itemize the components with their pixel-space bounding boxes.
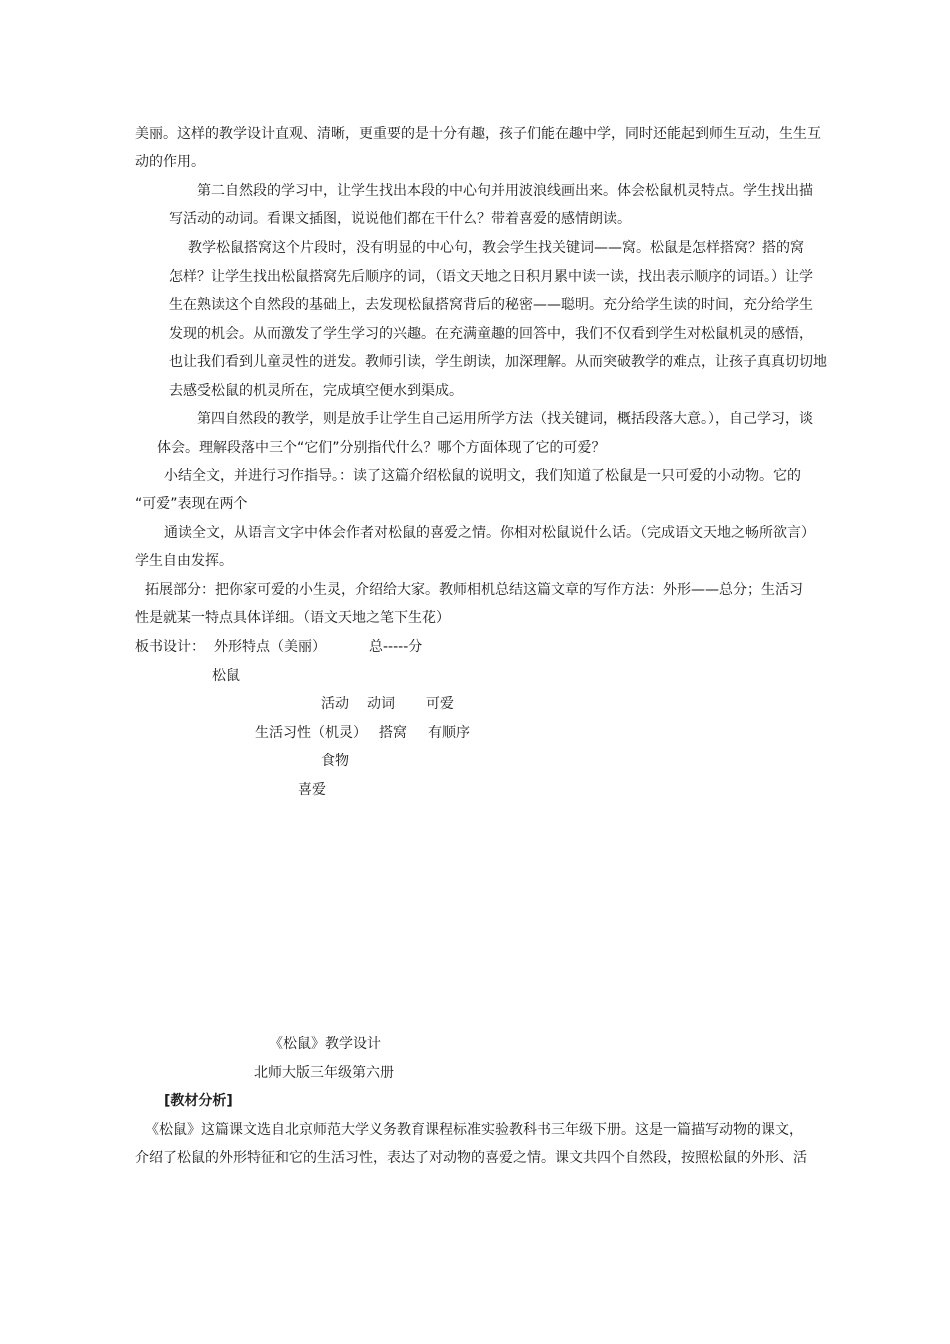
board-zong-fen: 总-----分 bbox=[369, 639, 423, 655]
lesson-subtitle: 北师大版三年级第六册 bbox=[254, 1065, 394, 1081]
paragraph-2-line-1: 第二自然段的学习中，让学生找出本段的中心句并用波浪线画出来。体会松鼠机灵特点。学生找出描 bbox=[197, 183, 813, 199]
paragraph-3-line-6: 去感受松鼠的机灵所在，完成填空便水到渠成。 bbox=[169, 383, 463, 399]
paragraph-5-line-1: 小结全文，并进行习作指导。：读了这篇介绍松鼠的说明文，我们知道了松鼠是一只可爱的小动物。它的 bbox=[164, 468, 801, 484]
analysis-line-2: 介绍了松鼠的外形特征和它的生活习性，表达了对动物的喜爱之情。课文共四个自然段，按照松鼠的外形、活 bbox=[135, 1150, 807, 1166]
paragraph-6-line-1: 通读全文，从语言文字中体会作者对松鼠的喜爱之情。你相对松鼠说什么话。（完成语文天地之畅所欲言） bbox=[164, 525, 815, 541]
paragraph-7-line-2: 性是就某一特点具体详细。（语文天地之笔下生花） bbox=[135, 610, 450, 626]
paragraph-3-line-5: 也让我们看到儿童灵性的迸发。教师引读，学生朗读，加深理解。从而突破教学的难点，让孩子真真切切地 bbox=[169, 354, 827, 370]
analysis-line-1: 《松鼠》这篇课文选自北京师范大学义务教育课程标准实验教科书三年级下册。这是一篇描写动物的课文， bbox=[145, 1122, 803, 1138]
paragraph-1-line-1: 美丽。这样的教学设计直观、清晰，更重要的是十分有趣，孩子们能在趣中学，同时还能起到师生互动，生生互 bbox=[135, 126, 821, 142]
board-cute: 可爱 bbox=[426, 696, 454, 712]
lesson-title: 《松鼠》教学设计 bbox=[269, 1036, 381, 1052]
paragraph-3-line-3: 生在熟读这个自然段的基础上，去发现松鼠搭窝背后的秘密——聪明。充分给学生读的时间，充分给学生 bbox=[169, 297, 813, 313]
board-love: 喜爱 bbox=[298, 782, 326, 798]
paragraph-3-line-4: 发现的机会。从而激发了学生学习的兴趣。在充满童趣的回答中，我们不仅看到学生对松鼠机灵的感悟， bbox=[169, 326, 813, 342]
paragraph-2-line-2: 写活动的动词。看课文插图，说说他们都在干什么？带着喜爱的感情朗读。 bbox=[169, 211, 631, 227]
paragraph-6-line-2: 学生自由发挥。 bbox=[135, 553, 233, 569]
board-appearance: 外形特点（美丽） bbox=[214, 639, 326, 655]
board-verb: 动词 bbox=[367, 696, 395, 712]
section-heading: [教材分析] bbox=[164, 1093, 233, 1109]
paragraph-4-line-1: 第四自然段的教学，则是放手让学生自己运用所学方法（找关键词，概括段落大意。），自己学习，谈 bbox=[197, 411, 813, 427]
board-activity: 活动 bbox=[321, 696, 349, 712]
board-nest: 搭窝 bbox=[379, 725, 407, 741]
paragraph-4-line-2: 体会。理解段落中三个“它们”分别指代什么？哪个方面体现了它的可爱？ bbox=[157, 440, 606, 456]
board-label: 板书设计： bbox=[135, 639, 205, 655]
paragraph-3-line-1: 教学松鼠搭窝这个片段时，没有明显的中心句，教会学生找关键词——窝。松鼠是怎样搭窝？搭的窝 bbox=[188, 240, 804, 256]
paragraph-5-line-2: “可爱”表现在两个 bbox=[135, 496, 248, 512]
paragraph-7-line-1: 拓展部分：把你家可爱的小生灵，介绍给大家。教师相机总结这篇文章的写作方法：外形——总分；生活习 bbox=[145, 582, 803, 598]
board-habits: 生活习性（机灵） bbox=[255, 725, 367, 741]
board-squirrel: 松鼠 bbox=[212, 668, 240, 684]
paragraph-1-line-2: 动的作用。 bbox=[135, 154, 205, 170]
board-food: 食物 bbox=[321, 753, 349, 769]
board-ordered: 有顺序 bbox=[428, 725, 470, 741]
paragraph-3-line-2: 怎样？让学生找出松鼠搭窝先后顺序的词，（语文天地之日积月累中读一读，找出表示顺序的词语。）让学 bbox=[169, 269, 813, 285]
